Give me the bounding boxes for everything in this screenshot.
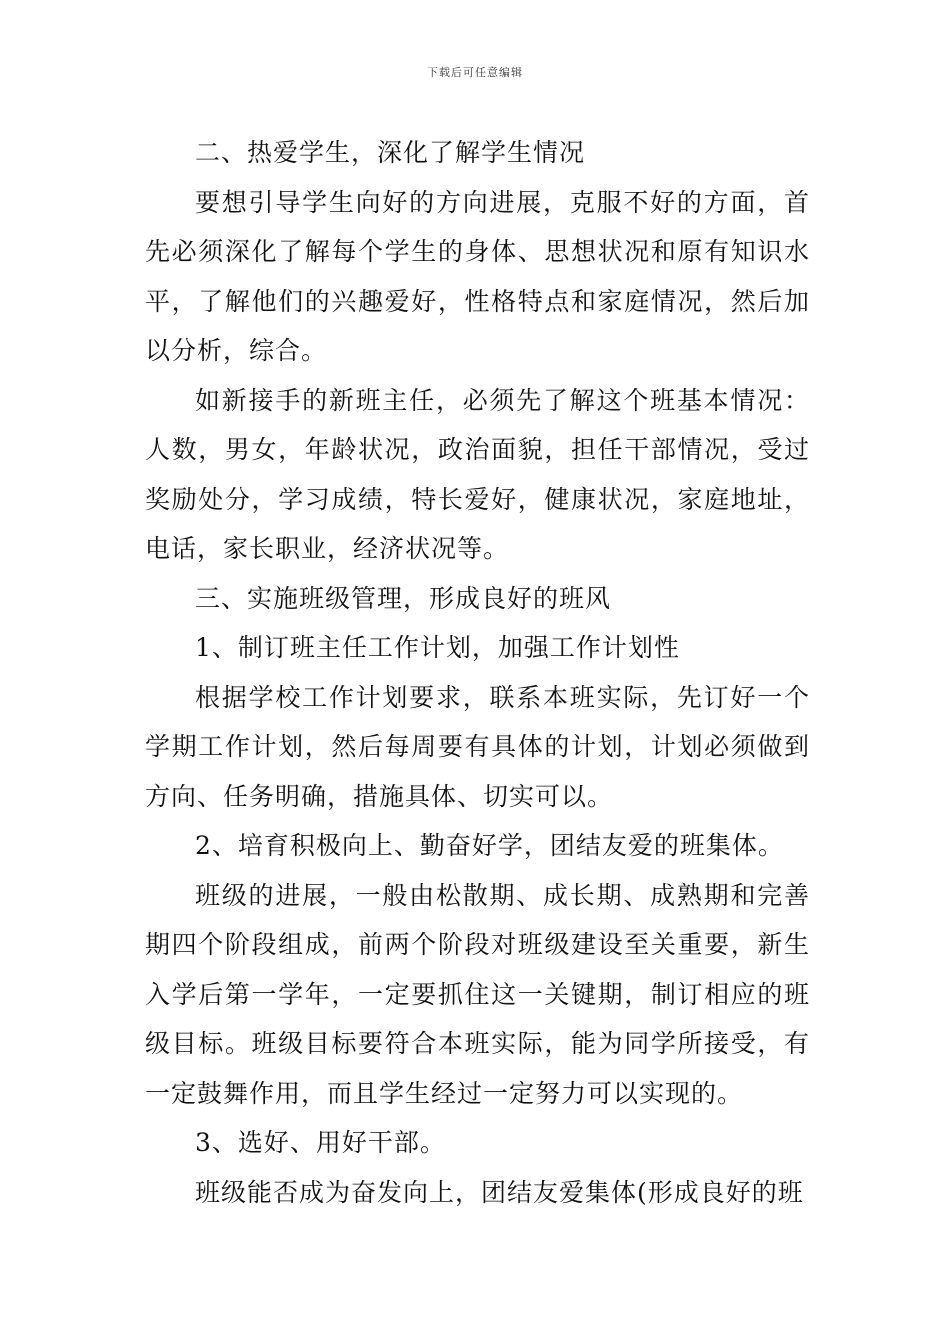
paragraph: 班级能否成为奋发向上，团结友爱集体(形成良好的班 (195, 1177, 804, 1207)
section-heading-2: 二、热爱学生，深化了解学生情况 (195, 138, 586, 167)
page-header: 下载后可任意编辑 (427, 66, 523, 79)
paragraph: 如新接手的新班主任，必须先了解这个班基本情况：人数，男女，年龄状况，政治面貌，担任干部情况，受过奖励处分，学习成绩，特长爱好，健康状况，家庭地址，电话，家长职业，经济状况等。 (145, 385, 810, 563)
paragraph: 要想引导学生向好的方向进展，克服不好的方面，首先必须深化了解每个学生的身体、思想状况和原有知识水平，了解他们的兴趣爱好，性格特点和家庭情况，然后加以分析，综合。 (145, 187, 810, 365)
section-heading-3: 三、实施班级管理，形成良好的班风 (195, 583, 612, 613)
subheading-3: 3、选好、用好干部。 (195, 1128, 446, 1157)
subheading-1: 1、制订班主任工作计划，加强工作计划性 (195, 633, 680, 662)
paragraph: 根据学校工作计划要求，联系本班实际，先订好一个学期工作计划，然后每周要有具体的计划，计划必须做到方向、任务明确，措施具体、切实可以。 (145, 682, 810, 811)
subheading-2: 2、培育积极向上、勤奋好学，团结友爱的班集体。 (195, 831, 784, 860)
paragraph: 班级的进展，一般由松散期、成长期、成熟期和完善期四个阶段组成，前两个阶段对班级建设至关重要，新生入学后第一学年，一定要抓住这一关键期，制订相应的班级目标。班级目标要符合本班实际，能为同学所接受，有一定鼓舞作用，而且学生经过一定努力可以实现的。 (145, 880, 810, 1108)
document-body (145, 128, 810, 1217)
